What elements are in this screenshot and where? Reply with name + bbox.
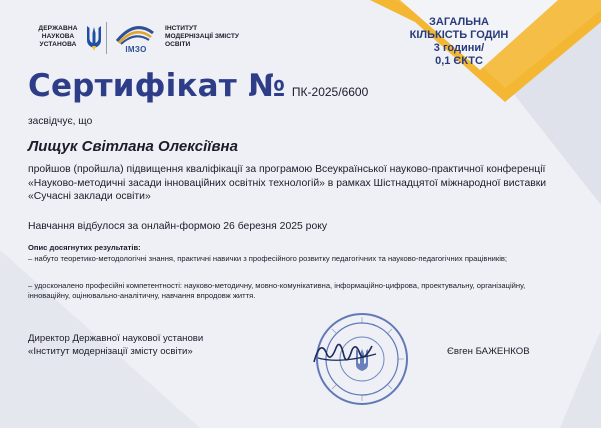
signatory-line-2: «Інститут модернізації змісту освіти»: [28, 346, 193, 357]
trident-icon: [86, 24, 102, 52]
header-divider: [106, 22, 107, 54]
institute-line-3: ОСВІТИ: [165, 41, 191, 49]
agency-logo-text: [34, 25, 82, 49]
program-description: пройшов (пройшла) підвищення кваліфікації за програмою Всеукраїнської науково-практичної конференції «Науково-методичні засади інноваційних освітніх технологій» в рамках Шістнадцятої міжнародної виставки «Сучасні заклади освіти»: [28, 164, 547, 203]
agency-line-2: НАУКОВА: [41, 33, 75, 40]
institute-name: [165, 25, 285, 50]
institute-line-2: МОДЕРНІЗАЦІЇ ЗМІСТУ: [165, 33, 239, 41]
results-item-knowledge: – набуто теоретико-методологічні знання, практичні навички з професійного розвитку педагогічних та науково-педагогічних працівників;: [28, 254, 508, 263]
training-dates: Навчання відбулося за онлайн-формою 26 березня 2025 року: [28, 221, 328, 232]
signatory-position: [28, 332, 203, 358]
handwritten-signature-icon: [310, 334, 380, 372]
certificate-title: Сертифікат №: [28, 68, 286, 104]
recipient-name: Лищук Світлана Олексіївна: [28, 138, 238, 155]
certificate-number: ПК-2025/6600: [291, 85, 369, 99]
title-row: [28, 68, 368, 104]
imzo-abbreviation: ІМЗО: [125, 45, 147, 54]
signatory-line-1: Директор Державної наукової установи: [28, 333, 204, 344]
hours-line-1: ЗАГАЛЬНА: [429, 16, 489, 28]
hours-line-4: 0,1 ЄКТС: [435, 55, 483, 67]
results-item-competences: – удосконалено професійні компетентності: науково-методичну, мовно-комунікативна, інформаційно-цифрова, проектувальну, організаційну, інноваційну, оцінювально-аналітичну, навчання впродовж життя.: [28, 281, 526, 300]
institute-line-1: ІНСТИТУТ: [165, 25, 198, 32]
hours-line-3: 3 години/: [433, 42, 485, 54]
agency-line-1: ДЕРЖАВНА: [38, 25, 78, 32]
total-hours: [400, 16, 518, 68]
results-heading: Опис досягнутих результатів:: [28, 243, 141, 252]
signer-name: Євген БАЖЕНКОВ: [447, 346, 530, 357]
agency-line-3: УСТАНОВА: [39, 41, 77, 48]
hours-line-2: КІЛЬКІСТЬ ГОДИН: [409, 29, 509, 41]
certifies-text: засвідчує, що: [28, 116, 93, 127]
